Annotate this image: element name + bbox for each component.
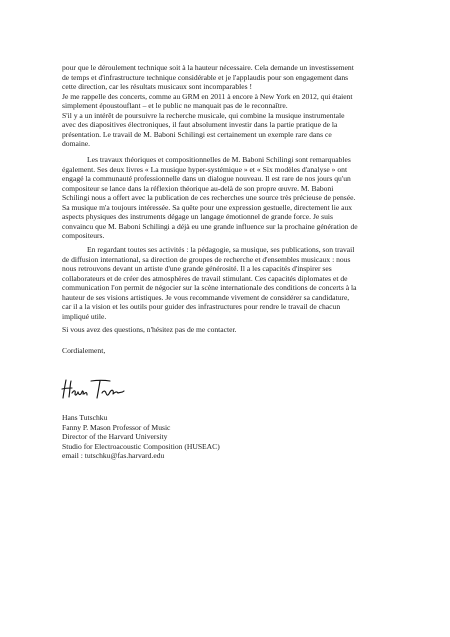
text-line: simplement époustouflant – et le public ne manquait pas de le reconnaître.: [62, 101, 288, 111]
text-line: cette direction, car les résultats musicaux sont incomparables !: [62, 82, 252, 92]
signer-title: Fanny P. Mason Professor of Music: [62, 422, 171, 432]
text-line: impliqué utile.: [62, 311, 107, 321]
signer-name: Hans Tutschku: [62, 413, 108, 422]
text-line: domaine.: [62, 139, 91, 149]
text-line: Je me rappelle des concerts, comme au GRM en 2011 à encore à New York en 2012, qui étaient: [62, 91, 353, 101]
text-line: pour que le déroulement technique soit à la hauteur nécessaire. Cela demande un investissement: [62, 63, 354, 72]
signature-block: [62, 413, 404, 461]
text-line: collaborateurs et de créer des atmosphères de travail stimulant. Ces capacités diplomates et de: [62, 273, 348, 283]
paragraph-theory: [62, 155, 404, 241]
text-line: Les travaux théoriques et compositionnelles de M. Baboni Schilingi sont remarquables: [87, 155, 351, 164]
text-line: compositeur se lance dans la réflexion théorique au-delà de son propre œuvre. M. Baboni: [62, 183, 334, 193]
text-line: car il a la vision et les outils pour guider des infrastructures pour rendre le travail de chacun: [62, 302, 341, 312]
text-line: S'il y a un intérêt de poursuivre la recherche musicale, qui combine la musique instrumentale: [62, 110, 345, 120]
text-line: avec des diapositives électroniques, il faut absolument investir dans la partie pratique de la: [62, 120, 338, 130]
paragraph-concerts: [62, 63, 404, 149]
text-line: hauteur de ses visions artistiques. Je vous recommande vivement de considérer sa candidature,: [62, 292, 350, 302]
text-line: de diffusion international, sa direction de groupes de recherche et d'ensembles musicaux : nous: [62, 254, 351, 264]
contact-sentence: [62, 325, 404, 335]
text-line: communication l'on permit de négocier sur la scène internationale des conditions de concerts à la: [62, 283, 357, 293]
text-line: de temps et d'infrastructure technique considérable et je l'applaudis pour son engagement dans: [62, 72, 349, 82]
text-line: Si vous avez des questions, n'hésitez pas de me contacter.: [62, 325, 237, 334]
text-line: présentation. Le travail de M. Baboni Schilingi est certainement un exemple rare dans ce: [62, 129, 332, 139]
text-line: Schilingi nous a offert avec la publication de ces recherches une source très précieuse de pensée.: [62, 193, 356, 203]
text-line: Cordialement,: [62, 346, 106, 355]
paragraph-activities: [62, 245, 404, 321]
signer-email: email : tutschku@fas.harvard.edu: [62, 451, 165, 461]
signer-title: Director of the Harvard University: [62, 432, 168, 442]
text-line: compositeurs.: [62, 231, 105, 241]
text-line: également. Ses deux livres « La musique hyper-systémique » et « Six modèles d'analyse » ont: [62, 164, 348, 174]
closing-salutation: [62, 346, 404, 356]
text-line: nous retrouvons devant un artiste d'une grande générosité. Il a les capacités d'inspirer ses: [62, 264, 332, 274]
text-line: En regardant toutes ses activités : la pédagogie, sa musique, ses publications, son travail: [87, 245, 355, 254]
text-line: engagé la communauté professionnelle dans un dialogue nouveau. Il est rare de nos jours qu'un: [62, 174, 351, 184]
text-line: aspects physiques des instruments dégage un langage émotionnel de grande force. Je suis: [62, 212, 333, 222]
text-line: convaincu que M. Baboni Schilingi a déjà eu une grande influence sur la prochaine génération de: [62, 221, 358, 231]
text-line: Sa musique m'a toujours intéressée. Sa quête pour une expression gestuelle, directement lie aux: [62, 202, 353, 212]
handwritten-signature: [60, 377, 130, 403]
signer-title: Studio for Electroacoustic Composition (HUSEAC): [62, 441, 220, 451]
